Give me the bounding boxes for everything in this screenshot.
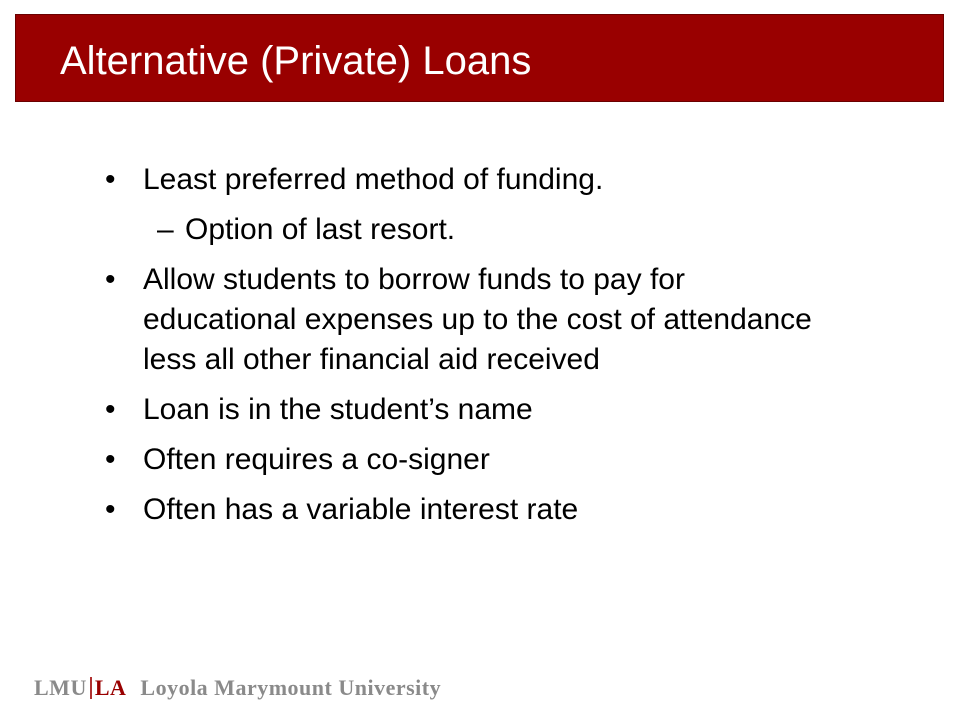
- bullet-marker: •: [105, 493, 116, 526]
- slide-title: Alternative (Private) Loans: [60, 39, 532, 83]
- sub-bullet-text: Option of last resort.: [185, 213, 456, 246]
- logo-la-text: LA: [94, 675, 127, 700]
- bullet-text: Least preferred method of funding.: [143, 163, 604, 196]
- bullet-list: [105, 160, 845, 540]
- bullet-item: [105, 260, 845, 380]
- bullet-item: [105, 440, 845, 480]
- bullet-text: Loan is in the student’s name: [143, 393, 533, 426]
- bullet-text: Often requires a co-signer: [143, 443, 490, 476]
- bullet-marker: •: [105, 443, 116, 476]
- title-bar: [15, 14, 944, 102]
- bullet-item: [105, 160, 845, 200]
- bullet-item: [105, 490, 845, 530]
- bullet-marker: •: [105, 163, 116, 196]
- sub-bullet-marker: –: [157, 213, 174, 246]
- logo-lmu-text: LMU: [34, 675, 87, 700]
- bullet-marker: •: [105, 263, 116, 296]
- bullet-item: [105, 390, 845, 430]
- university-logo: [34, 674, 441, 702]
- logo-university-name: Loyola Marymount University: [140, 675, 442, 700]
- logo-divider: [90, 677, 92, 699]
- bullet-text: Often has a variable interest rate: [143, 493, 579, 526]
- bullet-marker: •: [105, 393, 116, 426]
- sub-bullet-item: [105, 210, 845, 250]
- bullet-text: Allow students to borrow funds to pay for educational expenses up to the cost of attendance less all other financial aid received: [143, 263, 812, 376]
